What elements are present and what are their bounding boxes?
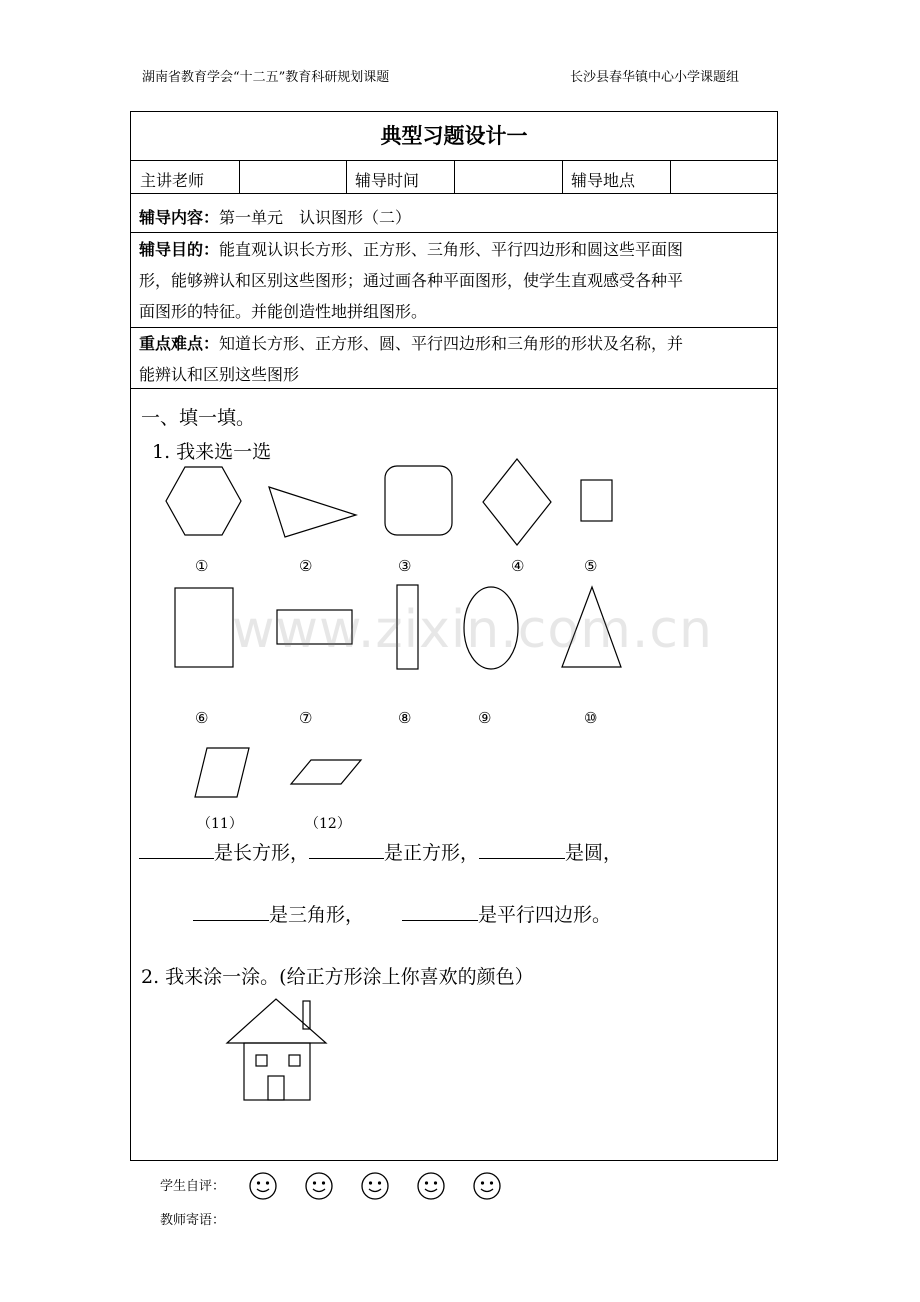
house-roof [227, 999, 326, 1043]
answer-blank-square[interactable] [309, 840, 384, 859]
place-label: 辅导地点 [571, 171, 636, 190]
fill-line-1 [139, 838, 622, 865]
shape-label: ③ [398, 557, 412, 575]
shape-12-parallelogram [291, 760, 361, 784]
shape-label: ⑩ [584, 709, 598, 727]
page-title: 典型习题设计一 [380, 124, 528, 148]
house-body [244, 1043, 310, 1100]
goal-line-3: 面图形的特征。并能创造性地拼组图形。 [139, 302, 428, 321]
smiley-icon[interactable] [473, 1172, 501, 1200]
shape-label: ⑦ [299, 709, 313, 727]
section-title: 一、填一填。 [141, 407, 256, 429]
shape-1-hexagon [166, 467, 241, 535]
shape-label: ⑨ [478, 709, 492, 727]
header-left-text: 湖南省教育学会“十二五”教育科研规划课题 [142, 70, 390, 85]
question-1-title: 1. 我来选一选 [152, 441, 272, 463]
fill-line-2 [193, 900, 611, 927]
shape-label: ④ [511, 557, 525, 575]
house-window-right [289, 1055, 300, 1066]
shape-2-triangle [269, 487, 356, 537]
smiley-icon[interactable] [249, 1172, 277, 1200]
fill-triangle-text: 是三角形， [269, 904, 365, 926]
smiley-icon[interactable] [417, 1172, 445, 1200]
answer-blank-rectangle[interactable] [139, 840, 214, 859]
question-2-title: 2. 我来涂一涂。(给正方形涂上你喜欢的颜色） [141, 966, 534, 988]
header-right-text: 长沙县春华镇中心小学课题组 [570, 70, 740, 85]
key-label: 重点难点： [139, 334, 220, 353]
shape-11-parallelogram [195, 748, 249, 797]
fill-square-text: 是正方形， [384, 842, 480, 864]
goal-line-2: 形，能够辨认和区别这些图形；通过画各种平面图形，使学生直观感受各种平 [139, 271, 684, 290]
shape-6-rectangle [175, 588, 233, 667]
fill-parallelogram-text: 是平行四边形。 [478, 904, 612, 926]
self-eval-label: 学生自评： [160, 1179, 226, 1194]
shape-label: ⑧ [398, 709, 412, 727]
goal-line-1: 能直观认识长方形、正方形、三角形、平行四边形和圆这些平面图 [219, 240, 684, 259]
key-line-2: 能辨认和区别这些图形 [139, 365, 300, 384]
house-chimney [303, 1001, 310, 1029]
shape-5-rectangle [581, 480, 612, 521]
teacher-msg-label: 教师寄语： [160, 1213, 226, 1228]
shape-label: ② [299, 557, 313, 575]
shape-label: ① [195, 557, 209, 575]
shape-label: ⑥ [195, 709, 209, 727]
goal-label: 辅导目的： [139, 240, 220, 259]
shape-label: （11） [197, 816, 243, 832]
content-label: 辅导内容： [139, 208, 220, 227]
teacher-label: 主讲老师 [140, 171, 205, 190]
answer-blank-circle[interactable] [479, 840, 565, 859]
smiley-icon[interactable] [305, 1172, 333, 1200]
content-text: 第一单元 认识图形（二） [219, 208, 412, 227]
house-door [268, 1076, 284, 1100]
shape-label: （12） [305, 816, 351, 832]
answer-blank-triangle[interactable] [193, 902, 269, 921]
shape-4-rhombus [483, 459, 551, 545]
house-window-left [256, 1055, 267, 1066]
fill-rect-text: 是长方形， [214, 842, 310, 864]
smiley-icon[interactable] [361, 1172, 389, 1200]
answer-blank-parallelogram[interactable] [402, 902, 478, 921]
watermark: www.zixin.com.cn [232, 600, 713, 660]
shape-3-rounded-square [385, 466, 452, 535]
key-line-1: 知道长方形、正方形、圆、平行四边形和三角形的形状及名称，并 [219, 334, 684, 353]
shape-label: ⑤ [584, 557, 598, 575]
time-label: 辅导时间 [355, 171, 420, 190]
house-drawing [227, 999, 326, 1100]
fill-circle-text: 是圆， [565, 842, 623, 864]
